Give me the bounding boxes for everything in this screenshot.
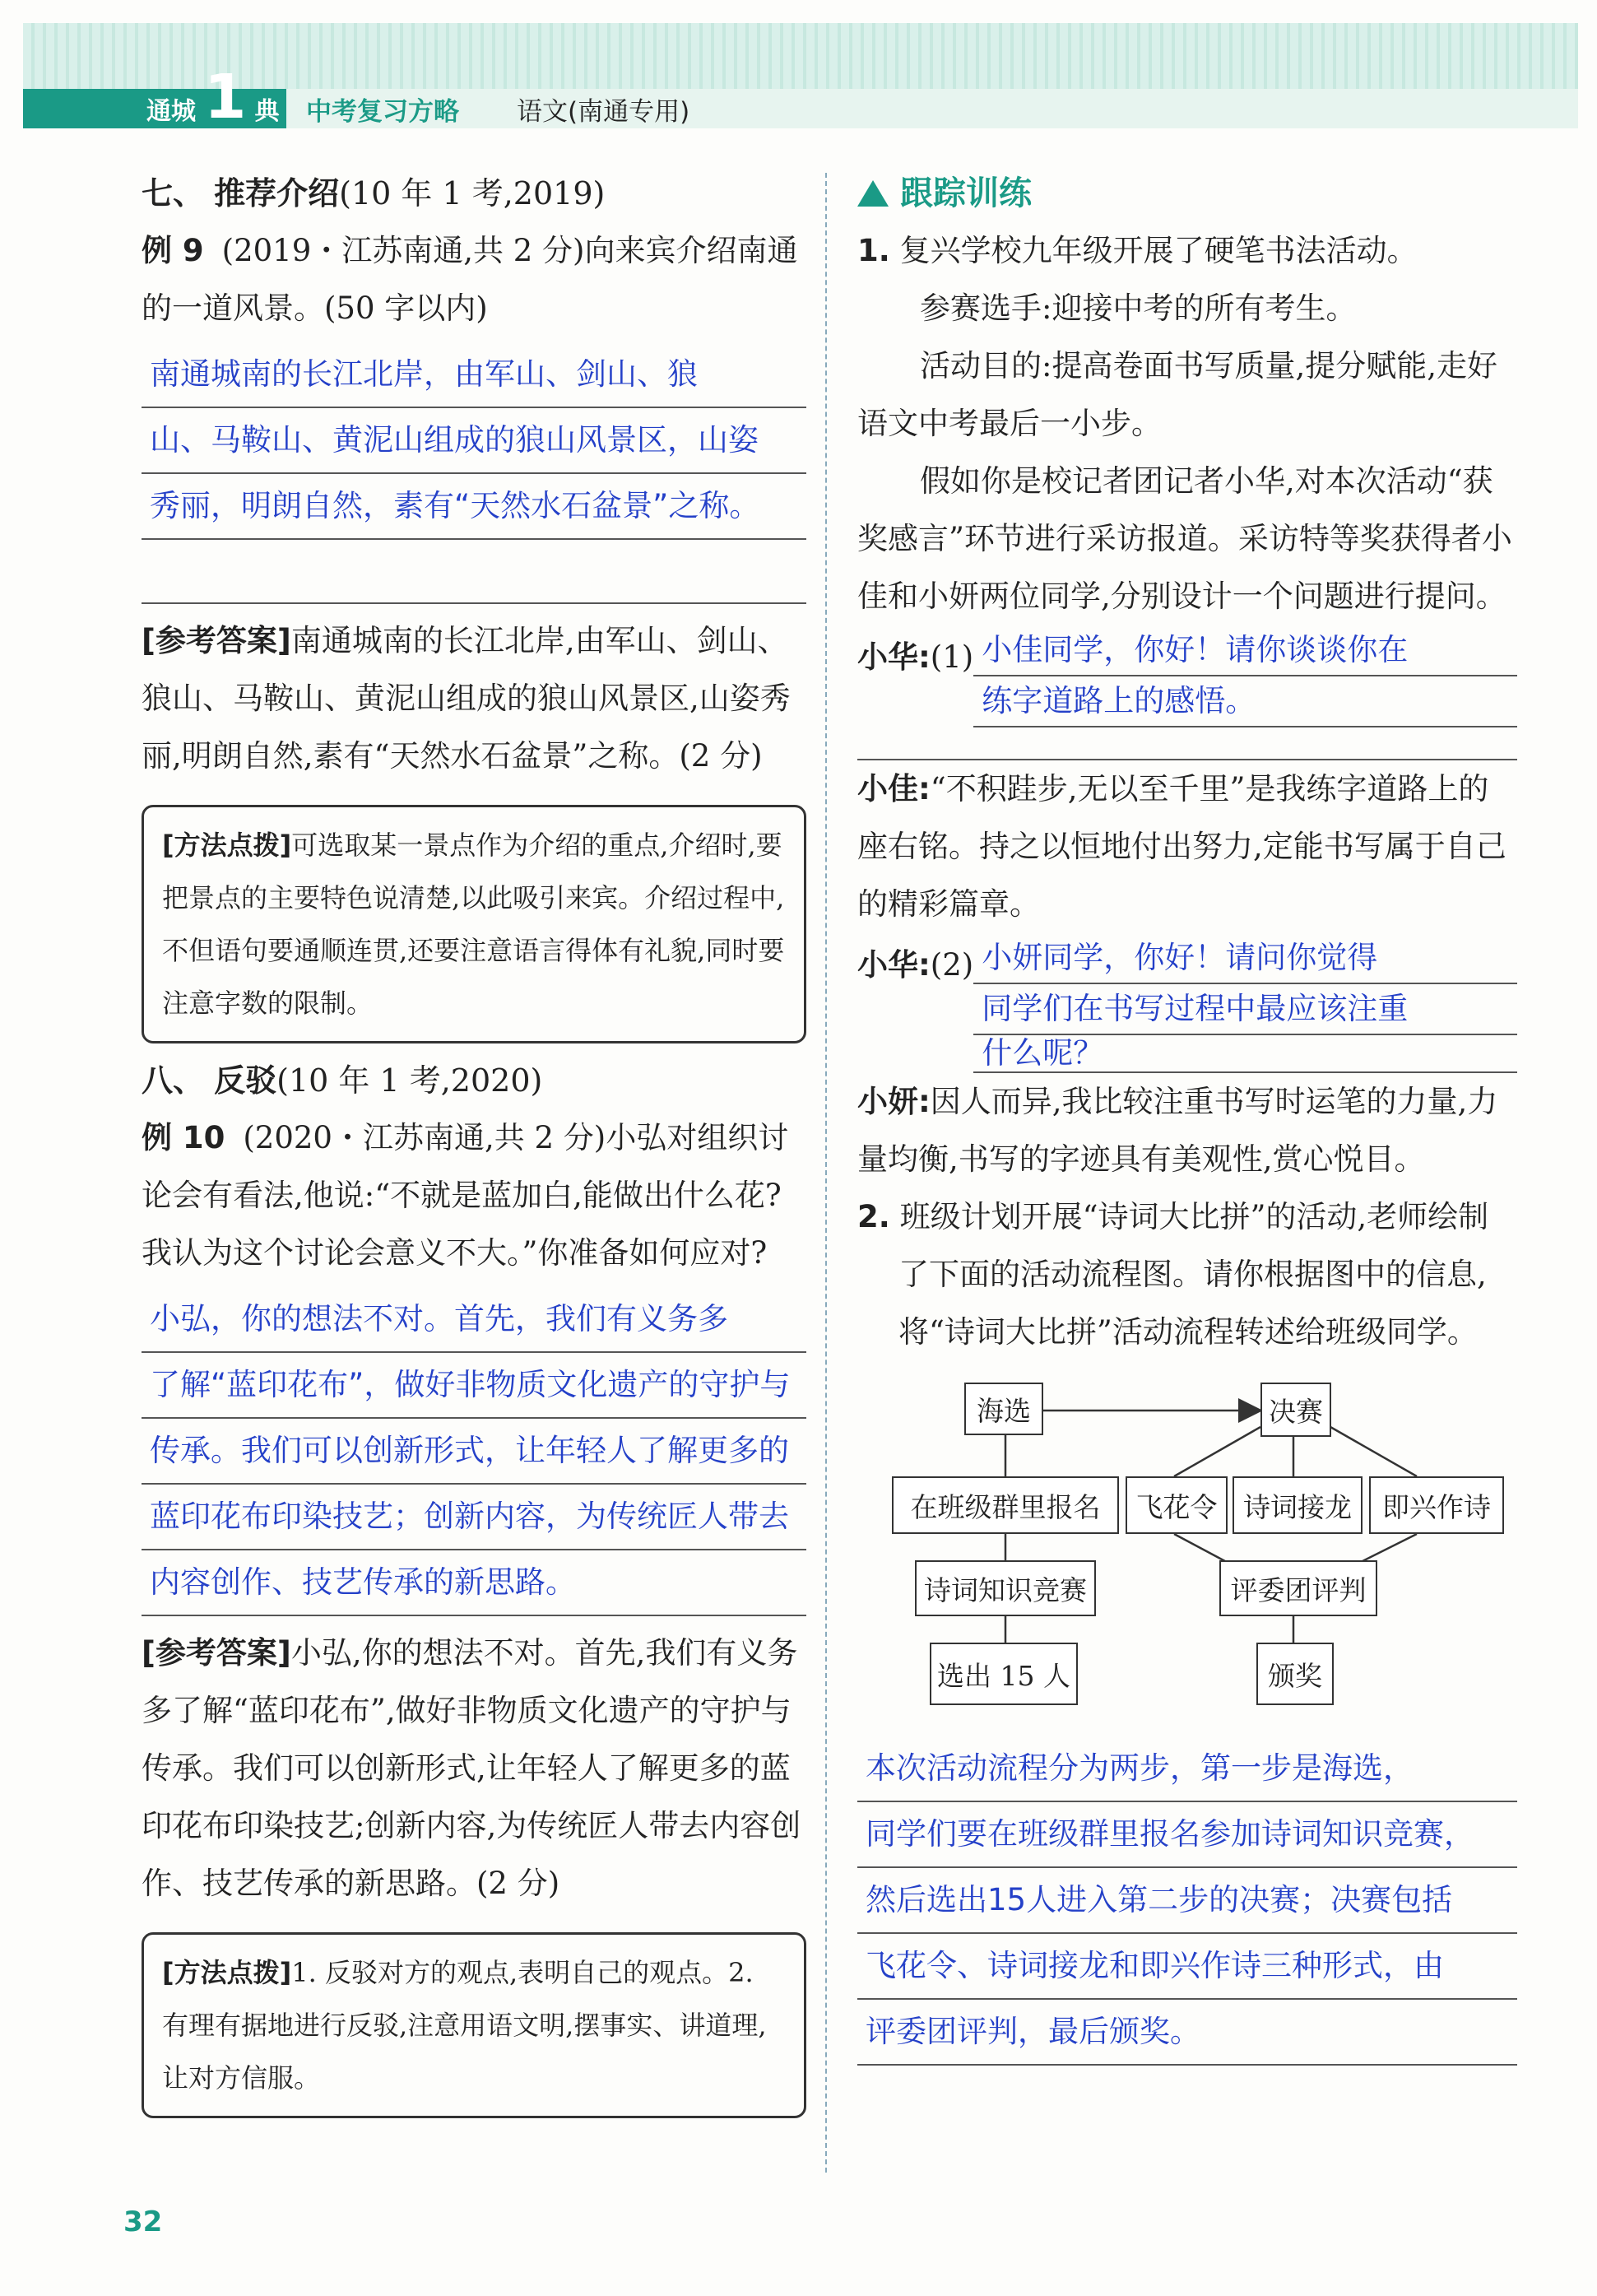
speaker-label: 小妍: — [857, 1084, 931, 1119]
blank-answer-line — [857, 727, 1517, 760]
flow-node-xuanchu: 选出 15 人 — [930, 1643, 1078, 1705]
book-brand — [23, 62, 286, 132]
question-1-number: 1. — [857, 233, 890, 268]
question-2-intro — [857, 1188, 1517, 1361]
question-2-answer-lines — [857, 1736, 1517, 2066]
handwritten-line: 内容创作、技艺传承的新思路。 — [142, 1550, 806, 1616]
section-8-heading — [142, 1052, 806, 1109]
reference-answer-text: 小弘,你的想法不对。首先,我们有义务多了解“蓝印花布”,做好非物质文化遗产的守护与传承。我们可以创新形式,让年轻人了解更多的蓝印花布印染技艺;创新内容,为传统匠人带去内容创作、技艺传承的新思路。(2 分) — [142, 1635, 801, 1901]
interview-question-1 — [857, 625, 1517, 727]
example-9-method-tip — [142, 805, 806, 1043]
question-2-number: 2. — [857, 1199, 890, 1234]
handwritten-line: 飞花令、诗词接龙和即兴作诗三种形式，由 — [857, 1934, 1517, 2000]
example-10-method-tip — [142, 1932, 806, 2118]
handwritten-line: 传承。我们可以创新形式，让年轻人了解更多的 — [142, 1419, 806, 1485]
connector-juesai-jixing — [1330, 1427, 1417, 1476]
tracking-practice-title: 跟踪训练 — [900, 174, 1032, 212]
handwritten-line: 小妍同学，你好！请问你觉得 — [973, 933, 1517, 984]
handwritten-line: 然后选出15人进入第二步的决赛；决赛包括 — [857, 1868, 1517, 1934]
reference-answer-text: 南通城南的长江北岸,由军山、剑山、狼山、马鞍山、黄泥山组成的狼山风景区,山姿秀丽,明朗自然,素有“天然水石盆景”之称。(2 分) — [142, 623, 791, 774]
handwritten-line: 小佳同学，你好！请你谈谈你在 — [973, 625, 1517, 676]
subject-title: 语文(南通专用) — [517, 96, 690, 127]
interview-question-1-answer — [973, 625, 1517, 727]
example-10-reference-answer — [142, 1624, 806, 1913]
section-7-title: 推荐介绍 — [214, 175, 340, 211]
reference-answer-label: [参考答案] — [142, 1635, 291, 1671]
flow-node-baoming: 在班级群里报名 — [892, 1476, 1119, 1534]
method-tip-text: 1. 反驳对方的观点,表明自己的观点。2. 有理有据地进行反驳,注意用语文明,摆事实、讲道理,让对方信服。 — [162, 1957, 767, 2094]
interview-answer-1 — [857, 760, 1517, 933]
flow-node-jingsai: 诗词知识竞赛 — [915, 1560, 1096, 1616]
flow-node-juesai: 决赛 — [1260, 1383, 1331, 1437]
handwritten-line: 蓝印花布印染技艺；创新内容，为传统匠人带去 — [142, 1485, 806, 1550]
example-10-text: (2020・江苏南通,共 2 分)小弘对组织讨论会有看法,他说:“不就是蓝加白,能做出什么花? 我认为这个讨论会意义不大。”你准备如何应对? — [142, 1120, 789, 1271]
header-pattern-band — [23, 23, 1578, 89]
column-divider — [825, 173, 827, 2173]
example-9-label: 例 9 — [142, 233, 204, 268]
handwritten-line: 评委团评判，最后颁奖。 — [857, 2000, 1517, 2066]
speaker-label: 小佳: — [857, 771, 931, 806]
example-10-prompt — [142, 1109, 806, 1282]
speaker-text: “不积跬步,无以至千里”是我练字道路上的座右铭。持之以恒地付出努力,定能书写属于自己的精彩篇章。 — [857, 771, 1506, 922]
section-7-meta: (10 年 1 考,2019) — [339, 175, 606, 211]
handwritten-line: 山、马鞍山、黄泥山组成的狼山风景区，山姿 — [142, 408, 806, 474]
flow-node-banjiang: 颁奖 — [1256, 1643, 1334, 1705]
flow-node-jielong: 诗词接龙 — [1233, 1476, 1363, 1534]
question-1-purpose: 活动目的:提高卷面书写质量,提分赋能,走好语文中考最后一小步。 — [857, 348, 1497, 441]
question-1-text: 复兴学校九年级开展了硬笔书法活动。 — [899, 233, 1418, 268]
flow-node-feihualing: 飞花令 — [1126, 1476, 1228, 1534]
handwritten-line: 小弘，你的想法不对。首先，我们有义务多 — [142, 1287, 806, 1353]
interview-question-2-answer — [973, 933, 1517, 1073]
left-column — [142, 165, 806, 2126]
handwritten-line: 了解“蓝印花布”，做好非物质文化遗产的守护与 — [142, 1353, 806, 1419]
section-8-title: 反驳 — [214, 1062, 277, 1099]
brand-left: 通城 — [146, 97, 196, 126]
handwritten-line: 秀丽，明朗自然，素有“天然水石盆景”之称。 — [142, 474, 806, 540]
handwritten-line: 什么呢？ — [973, 1035, 1517, 1073]
handwritten-line: 本次活动流程分为两步，第一步是海选， — [857, 1736, 1517, 1802]
page-number: 32 — [123, 2205, 163, 2238]
interviewer-label: 小华:(2) — [857, 947, 974, 983]
interviewer-label: 小华:(1) — [857, 639, 974, 675]
section-7-heading — [142, 165, 806, 222]
right-column — [857, 165, 1517, 2074]
method-tip-label: [方法点拨] — [162, 1957, 292, 1988]
example-10-answer-lines — [142, 1287, 806, 1616]
flow-node-jixing: 即兴作诗 — [1369, 1476, 1504, 1534]
handwritten-line: 同学们在书写过程中最应该注重 — [973, 984, 1517, 1035]
handwritten-line: 同学们要在班级群里报名参加诗词知识竞赛， — [857, 1802, 1517, 1868]
connector-juesai-feihualing — [1174, 1427, 1260, 1476]
handwritten-line — [142, 540, 806, 604]
interview-question-2 — [857, 933, 1517, 1073]
section-8-meta: (10 年 1 考,2020) — [276, 1062, 543, 1099]
example-9-reference-answer — [142, 612, 806, 785]
flow-node-pingpan: 评委团评判 — [1219, 1560, 1377, 1616]
section-7-number: 七、 — [142, 175, 205, 211]
interview-answer-2 — [857, 1073, 1517, 1188]
method-tip-text: 可选取某一景点作为介绍的重点,介绍时,要把景点的主要特色说清楚,以此吸引来宾。介绍过程中,不但语句要通顺连贯,还要注意语言得体有礼貌,同时要注意字数的限制。 — [162, 830, 785, 1019]
tracking-practice-heading — [857, 165, 1517, 222]
speaker-text: 因人而异,我比较注重书写时运笔的力量,力量均衡,书写的字迹具有美观性,赏心悦目。 — [857, 1084, 1498, 1177]
reference-answer-label: [参考答案] — [142, 623, 291, 658]
flow-node-haixuan: 海选 — [964, 1383, 1043, 1435]
triangle-icon — [857, 180, 889, 207]
handwritten-line: 练字道路上的感悟。 — [973, 676, 1517, 727]
activity-flowchart — [857, 1369, 1517, 1731]
brand-right: 典 — [254, 97, 280, 126]
example-9-text: (2019・江苏南通,共 2 分)向来宾介绍南通的一道风景。(50 字以内) — [142, 233, 798, 326]
question-1-intro — [857, 222, 1517, 280]
section-8-number: 八、 — [142, 1062, 205, 1099]
method-tip-label: [方法点拨] — [162, 830, 292, 861]
series-title: 中考复习方略 — [306, 96, 459, 127]
question-1-participants: 参赛选手:迎接中考的所有考生。 — [920, 290, 1357, 326]
handwritten-line: 南通城南的长江北岸，由军山、剑山、狼 — [142, 342, 806, 408]
example-9-answer-lines — [142, 342, 806, 604]
question-2-text: 班级计划开展“诗词大比拼”的活动,老师绘制了下面的活动流程图。请你根据图中的信息,将“诗词大比拼”活动流程转述给班级同学。 — [898, 1199, 1489, 1350]
example-10-label: 例 10 — [142, 1120, 225, 1155]
question-1-task: 假如你是校记者团记者小华,对本次活动“获奖感言”环节进行采访报道。采访特等奖获得者小佳和小妍两位同学,分别设计一个问题进行提问。 — [857, 463, 1512, 614]
brand-numeral: 1 — [204, 62, 247, 132]
example-9-prompt — [142, 222, 806, 337]
